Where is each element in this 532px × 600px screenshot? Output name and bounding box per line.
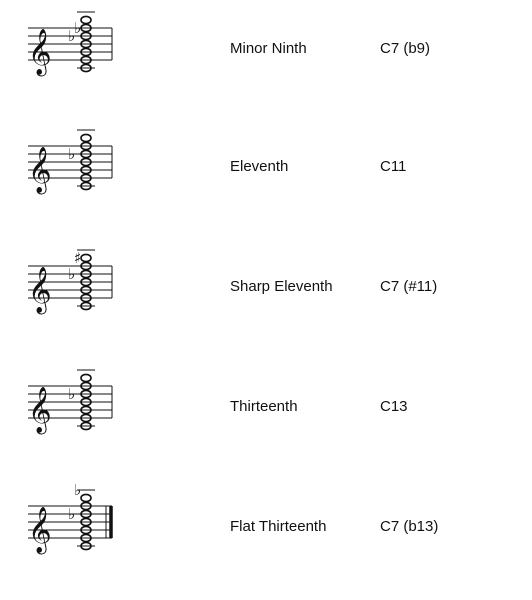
flat-icon: ♭ <box>68 265 76 283</box>
chord-notes <box>68 249 95 310</box>
flat-icon: ♭ <box>68 27 76 45</box>
staff-notation <box>28 368 114 448</box>
flat-icon: ♭ <box>74 19 82 37</box>
flat-icon: ♭ <box>68 505 76 523</box>
staff-notation <box>28 128 114 208</box>
sharp-icon: ♯ <box>74 249 82 267</box>
flat-icon: ♭ <box>74 481 82 499</box>
chord-notes <box>68 130 95 190</box>
chord-name: Sharp Eleventh <box>230 278 333 295</box>
chord-row-flat-thirteenth <box>0 478 532 568</box>
notehead <box>81 374 91 381</box>
treble-clef-icon: 𝄞 <box>28 147 52 193</box>
treble-clef-icon: 𝄞 <box>28 387 52 433</box>
notehead <box>81 134 91 141</box>
notehead <box>81 254 91 261</box>
flat-icon: ♭ <box>68 145 76 163</box>
chord-name: Thirteenth <box>230 398 298 415</box>
chord-notes <box>68 12 95 72</box>
chord-symbol: C13 <box>380 398 408 415</box>
chord-symbol: C7 (#11) <box>380 278 438 295</box>
staff-notation <box>28 248 114 328</box>
chord-name: Flat Thirteenth <box>230 518 327 535</box>
chord-notes <box>68 481 95 550</box>
treble-clef-icon: 𝄞 <box>28 507 52 553</box>
chord-row-minor-ninth <box>0 0 532 90</box>
chord-row-sharp-eleventh <box>0 238 532 328</box>
notehead <box>81 494 91 501</box>
chord-notes <box>68 370 95 430</box>
treble-clef-icon: 𝄞 <box>28 29 52 75</box>
staff-notation <box>28 10 114 90</box>
chord-symbol: C7 (b13) <box>380 518 439 535</box>
treble-clef-icon: 𝄞 <box>28 267 52 313</box>
notehead <box>81 16 91 23</box>
chord-symbol: C7 (b9) <box>380 40 431 57</box>
chord-row-thirteenth <box>0 358 532 448</box>
chord-symbol: C11 <box>380 158 407 175</box>
chord-name: Minor Ninth <box>230 40 307 57</box>
chord-row-eleventh <box>0 118 532 208</box>
chord-name: Eleventh <box>230 158 289 175</box>
flat-icon: ♭ <box>68 385 76 403</box>
staff-notation <box>28 481 114 568</box>
